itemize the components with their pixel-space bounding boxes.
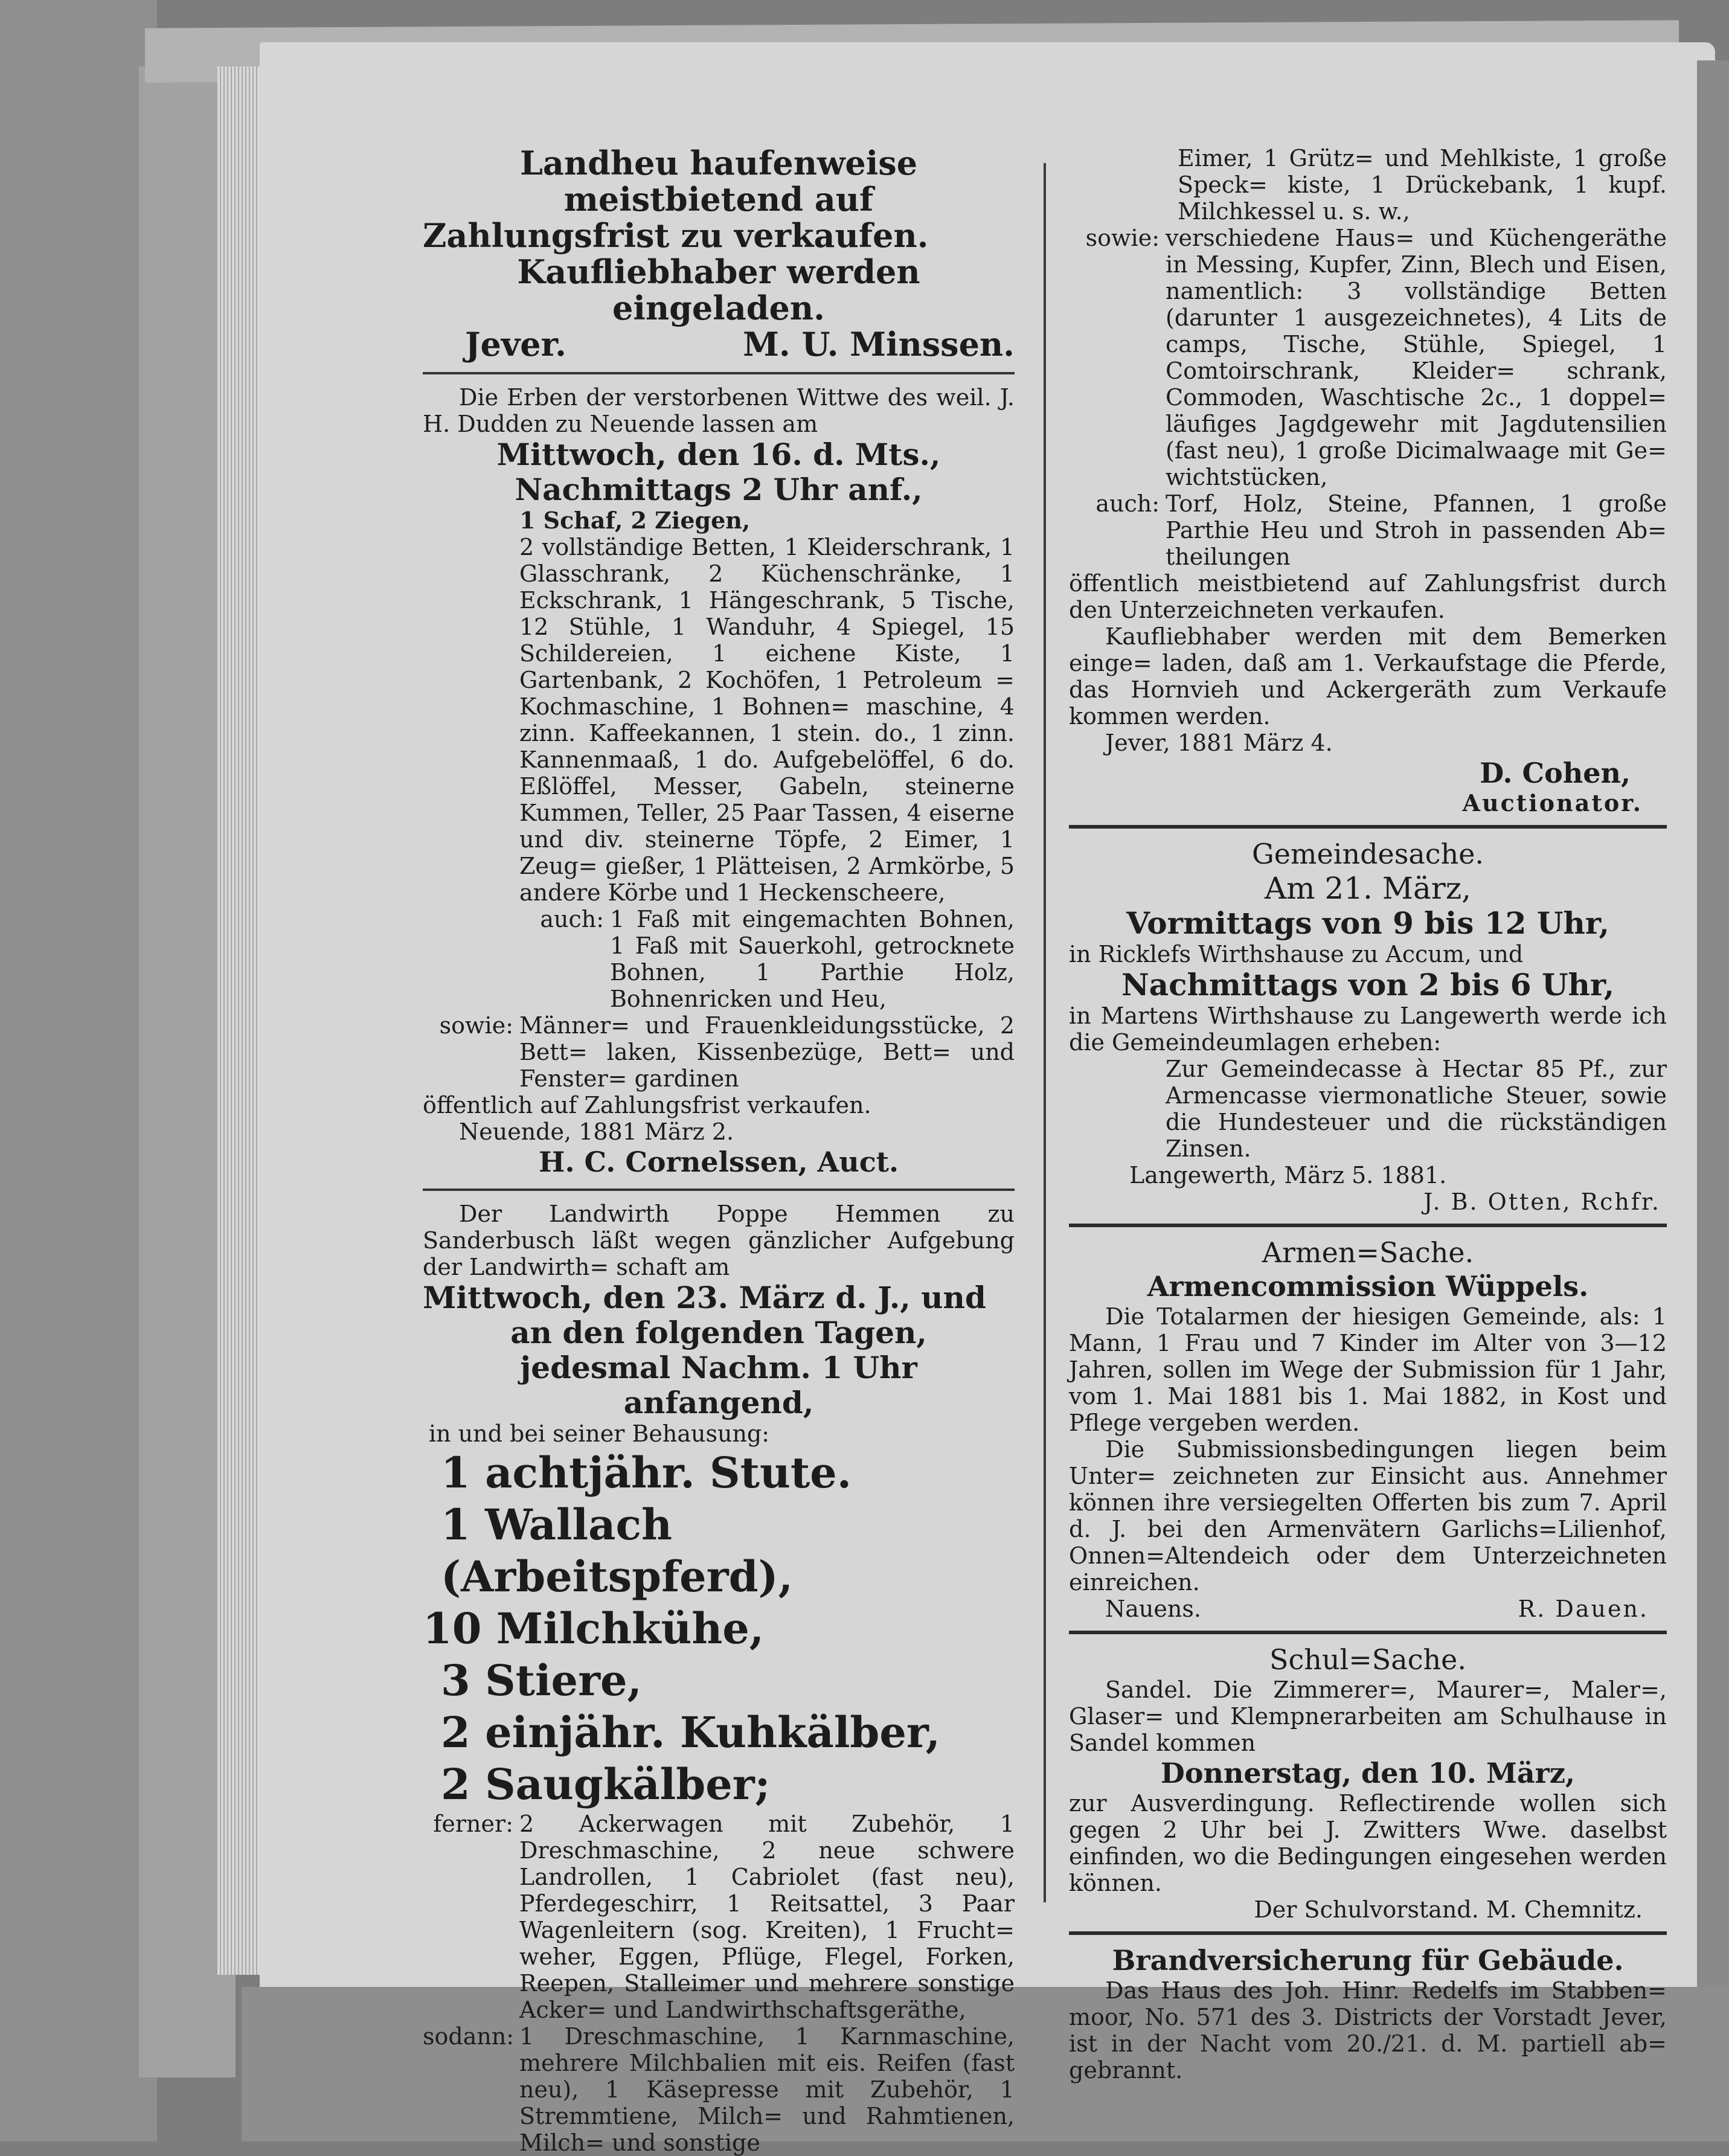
ad-line: Landheu haufenweise meistbietend auf	[519, 144, 918, 219]
ad-signature: M. U. Minssen.	[743, 325, 1015, 364]
ad-date: Donnerstag, den 10. März,	[1160, 1757, 1576, 1789]
ad-intro: Der Landwirth Poppe Hemmen zu Sanderbusch läßt wegen gänzlicher Aufgebung der Landwirth= schaft am	[423, 1201, 1015, 1280]
ad-sowie-row	[423, 1012, 1015, 1092]
ad-paragraph: Sandel. Die Zimmerer=, Maurer=, Maler=, Glaser= und Klempnerarbeiten am Schulhause in Sandel kommen	[1069, 1676, 1667, 1756]
ad-place: Jever.	[465, 325, 566, 364]
divider	[423, 1189, 1015, 1191]
ad-date: Mittwoch, den 23. März d. J., und	[423, 1280, 986, 1315]
ad-label: sowie:	[439, 1012, 513, 1039]
ad-signature-row	[423, 326, 1015, 362]
ad-closing: öffentlich auf Zahlungsfrist verkaufen.	[423, 1092, 871, 1118]
ad-place: in Martens Wirthshause zu Langewerth werde ich die Gemeindeumlagen erheben:	[1069, 1003, 1667, 1056]
ad-dudden-auction	[423, 384, 1015, 1179]
ad-signature: D. Cohen,	[1480, 757, 1631, 789]
ad-ferner-row	[423, 1811, 1015, 2023]
ad-title: Schul=Sache.	[1269, 1643, 1466, 1676]
ad-intro: Die Erben der verstorbenen Wittwe des weil. J. H. Dudden zu Neuende lassen am	[423, 384, 1015, 437]
ad-role: Auctionator.	[1462, 789, 1643, 817]
ad-lot: 3 Stiere,	[441, 1655, 642, 1705]
ad-signature: Der Schulvorstand. M. Chemnitz.	[1254, 1896, 1643, 1923]
ad-title: Gemeindesache.	[1251, 838, 1484, 870]
ad-date: Am 21. März,	[1265, 871, 1471, 906]
ad-landheu	[423, 145, 1015, 362]
ad-label: auch:	[540, 906, 604, 932]
divider	[1069, 1931, 1667, 1935]
ad-paragraph: Das Haus des Joh. Hinr. Redelfs im Stabben= moor, No. 571 des 3. Districts der Vorstadt Jever, ist in der Nacht vom 20./21. d. M. partiell ab= gebrannt.	[1069, 1977, 1667, 2084]
ad-signature: H. C. Cornelssen, Auct.	[539, 1146, 899, 1178]
ad-brandversicherung	[1069, 1943, 1667, 2084]
ad-text: 1 Faß mit eingemachten Bohnen, 1 Faß mit Sauerkohl, getrocknete Bohnen, 1 Parthie Holz, Bohnenricken und Heu,	[610, 906, 1015, 1012]
divider	[1069, 825, 1667, 829]
ad-label: sodann:	[423, 2023, 515, 2050]
ad-dateline: Jever, 1881 März 4.	[1105, 730, 1333, 756]
ad-time: Nachmittags von 2 bis 6 Uhr,	[1121, 967, 1615, 1003]
divider	[423, 372, 1015, 374]
ad-line: Zahlungsfrist zu verkaufen.	[423, 216, 929, 255]
divider	[1069, 1224, 1667, 1227]
column-rule	[1044, 163, 1046, 1902]
ad-lot: 1 Wallach (Arbeitspferd),	[441, 1500, 794, 1602]
ad-label: auch:	[1095, 490, 1160, 517]
ad-items: 2 vollständige Betten, 1 Kleiderschrank, 1 Glasschrank, 2 Küchenschränke, 1 Eckschrank, 1 Hängeschrank, 5 Tische, 12 Stühle, 1 Wanduhr, 4 Spiegel, 15 Schildereien, 1 eichene Kiste, 1 Gartenbank, 2 Kochöfen, 1 Petroleum = Kochmaschine, 1 Bohnen= maschine, 4 zinn. Kaffeekannen, 1 stein. do., 1 zinn. Kannenmaaß, 1 do. Aufgebelöffel, 6 do. Eßlöffel, Messer, Gabeln, steinerne Kummen, Teller, 25 Paar Tassen, 4 eiserne und div. steinerne Töpfe, 2 Eimer, 1 Zeug= gießer, 1 Plätteisen, 2 Armkörbe, 5 andere Körbe und 1 Heckenscheere,	[519, 534, 1015, 906]
ad-armen-sache	[1069, 1236, 1667, 1622]
ad-subtitle: Armencommission Wüppels.	[1147, 1270, 1589, 1303]
ad-dateline: Langewerth, März 5. 1881.	[1129, 1162, 1447, 1189]
ad-signature-row	[1069, 1596, 1667, 1622]
ad-paragraph: Die Submissionsbedingungen liegen beim Unter= zeichneten zur Einsicht aus. Annehmer können ihre versiegelten Offerten bis zum 7. April d. J. bei den Armenvätern Garlichs=Lilienhof, Onnen=Altendeich oder dem Unterzeichneten einreichen.	[1069, 1436, 1667, 1596]
ad-date: Mittwoch, den 16. d. Mts.,	[496, 437, 941, 472]
page-edges	[217, 66, 266, 1975]
ad-line: Kaufliebhaber werden eingeladen.	[517, 252, 920, 327]
ad-paragraph: zur Ausverdingung. Reflectirende wollen sich gegen 2 Uhr bei J. Zwitters Wwe. daselbst einfinden, wo die Bedingungen eingesehen werden können.	[1069, 1790, 1667, 1896]
left-column	[423, 145, 1015, 2156]
ad-time: Nachmittags 2 Uhr anf.,	[515, 472, 923, 507]
ad-text: 1 Dreschmaschine, 1 Karnmaschine, mehrere Milchbalien mit eis. Reifen (fast neu), 1 Käsepresse mit Zubehör, 1 Stremmtiene, Milch= und Rahmtienen, Milch= und sonstige	[519, 2023, 1015, 2156]
ad-lot: 10 Milchkühe,	[423, 1603, 765, 1654]
ad-label: sowie:	[1085, 225, 1160, 251]
ad-animals: 1 Schaf, 2 Ziegen,	[519, 507, 751, 534]
ad-sowie-row	[1069, 225, 1667, 490]
book-cover-left	[0, 0, 157, 2142]
ad-cohen-auction	[1069, 145, 1667, 817]
ad-date2: an den folgenden Tagen,	[510, 1315, 927, 1350]
ad-paragraph: Die Totalarmen der hiesigen Gemeinde, als: 1 Mann, 1 Frau und 7 Kinder im Alter von 3—12 Jahren, sollen im Wege der Submission für 1 Jahr, vom 1. Mai 1881 bis 1. Mai 1882, in Kost und Pflege vergeben werden.	[1069, 1303, 1667, 1436]
ad-hemmen-auction	[423, 1201, 1015, 2156]
ad-note: Kaufliebhaber werden mit dem Bemerken einge= laden, daß am 1. Verkaufstage die Pferde, das Hornvieh und Ackergeräth zum Verkaufe kommen werden.	[1069, 623, 1667, 730]
ad-lot: 2 einjähr. Kuhkälber,	[441, 1707, 941, 1757]
right-column	[1069, 145, 1667, 2084]
ad-place: in und bei seiner Behausung:	[429, 1420, 770, 1447]
ad-time: Vormittags von 9 bis 12 Uhr,	[1126, 905, 1609, 941]
right-gutter-shadow	[1697, 60, 1729, 2017]
ad-lot: 2 Saugkälber;	[441, 1759, 771, 1809]
ad-text: verschiedene Haus= und Küchengeräthe in Messing, Kupfer, Zinn, Blech und Eisen, namentlich: 3 vollständige Betten (darunter 1 ausgezeichnetes), 4 Lits de camps, Tische, Stühle, Spiegel, 1 Comtoirschrank, Kleider= schrank, Commoden, Waschtische 2c., 1 doppel= läufiges Jagdgewehr mit Jagdutensilien (fast neu), 1 große Dicimalwaage mit Ge= wichtstücken,	[1166, 225, 1667, 490]
ad-text: Eimer, 1 Grütz= und Mehlkiste, 1 große Speck= kiste, 1 Drückebank, 1 kupf. Milchkessel u. s. w.,	[1178, 145, 1667, 225]
ad-auch-row	[1069, 490, 1667, 570]
divider	[1069, 1631, 1667, 1634]
ad-text: Torf, Holz, Steine, Pfannen, 1 große Parthie Heu und Stroh in passenden Ab= theilungen	[1166, 490, 1667, 570]
ad-gemeindesache	[1069, 837, 1667, 1215]
ad-text: Männer= und Frauenkleidungsstücke, 2 Bett= laken, Kissenbezüge, Bett= und Fenster= gardinen	[519, 1012, 1015, 1092]
ad-place: in Ricklefs Wirthshause zu Accum, und	[1069, 941, 1524, 967]
ad-closing: öffentlich meistbietend auf Zahlungsfrist durch den Unterzeichneten verkaufen.	[1069, 570, 1667, 623]
ad-signature: R. Dauen.	[1518, 1596, 1649, 1622]
ad-auch-row	[423, 906, 1015, 1012]
ad-schul-sache	[1069, 1643, 1667, 1923]
ad-items: Zur Gemeindecasse à Hectar 85 Pf., zur Armencasse viermonatliche Steuer, sowie die Hundesteuer und die rückständigen Zinsen.	[1166, 1056, 1667, 1162]
ad-signature: J. B. Otten, Rchfr.	[1423, 1189, 1661, 1215]
ad-title: Armen=Sache.	[1262, 1236, 1474, 1269]
ad-place: Nauens.	[1105, 1596, 1201, 1622]
ad-label: ferner:	[433, 1811, 513, 1837]
ad-sodann-row	[423, 2023, 1015, 2156]
ad-dateline: Neuende, 1881 März 2.	[459, 1118, 734, 1145]
ad-lot: 1 achtjähr. Stute.	[441, 1448, 852, 1498]
ad-title: Brandversicherung für Gebäude.	[1112, 1944, 1624, 1977]
ad-time: jedesmal Nachm. 1 Uhr anfangend,	[520, 1350, 917, 1420]
ad-text: 2 Ackerwagen mit Zubehör, 1 Dreschmaschine, 2 neue schwere Landrollen, 1 Cabriolet (fast neu), Pferdegeschirr, 1 Reitsattel, 3 Paar Wagenleitern (sog. Kreiten), 1 Frucht= weher, Eggen, Pflüge, Flegel, Forken, Reepen, Stalleimer und mehrere sonstige Acker= und Landwirthschaftsgeräthe,	[519, 1811, 1015, 2023]
